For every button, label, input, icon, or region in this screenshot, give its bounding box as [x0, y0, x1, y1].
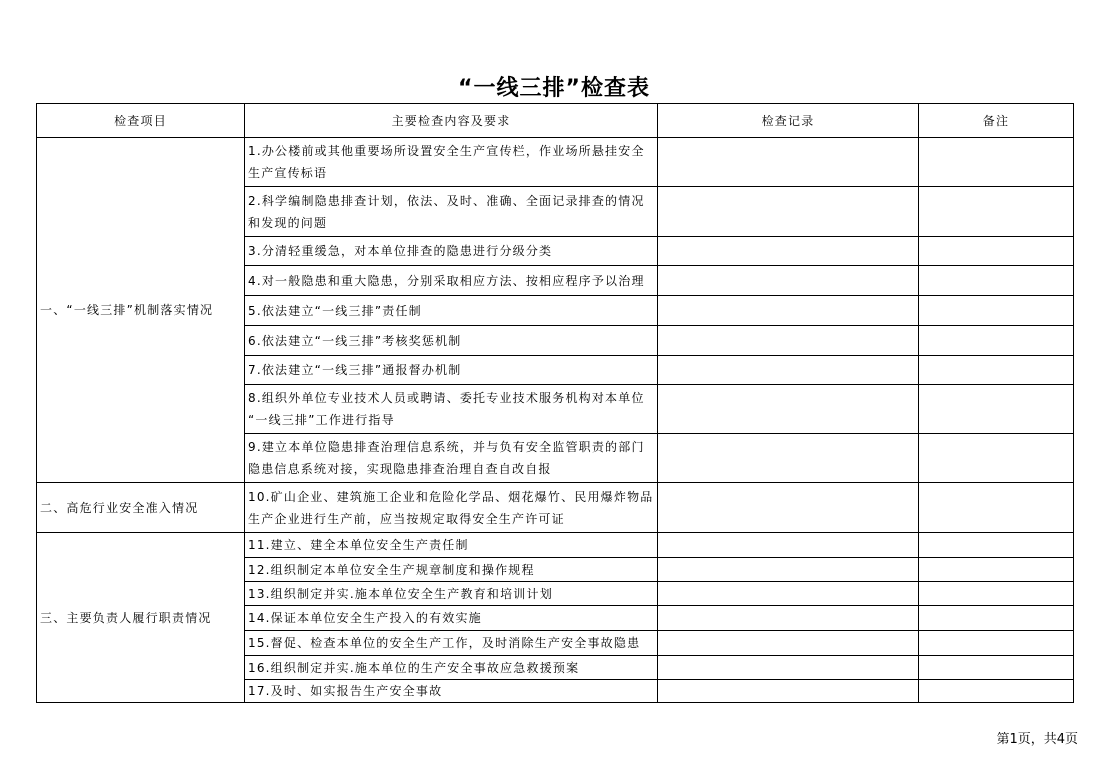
record-cell [658, 533, 919, 558]
record-cell [658, 356, 919, 385]
page-footer: 第1页，共4页 [996, 732, 1078, 747]
check-item-text: 2.科学编制隐患排查计划，依法、及时、准确、全面记录排查的情况 和发现的问题 [245, 187, 658, 237]
check-item-text: 16.组织制定并实.施本单位的生产安全事故应急救援预案 [245, 656, 658, 680]
table-row [37, 533, 1074, 558]
remark-cell [919, 434, 1074, 483]
remark-cell [919, 680, 1074, 703]
record-cell [658, 296, 919, 326]
header-cell-content: 主要检查内容及要求 [245, 104, 658, 138]
record-cell [658, 582, 919, 606]
record-cell [658, 266, 919, 296]
remark-cell [919, 656, 1074, 680]
table-row [37, 483, 1074, 533]
remark-cell [919, 631, 1074, 656]
record-cell [658, 483, 919, 533]
record-cell [658, 558, 919, 582]
check-item-text: 5.依法建立“一线三排”责任制 [245, 296, 658, 326]
page-title: “一线三排”检查表 [458, 76, 650, 101]
check-item-text: 14.保证本单位安全生产投入的有效实施 [245, 606, 658, 631]
remark-cell [919, 266, 1074, 296]
record-cell [658, 187, 919, 237]
remark-cell [919, 483, 1074, 533]
check-item-text: 15.督促、检查本单位的安全生产工作，及时消除生产安全事故隐患 [245, 631, 658, 656]
table-header-row [37, 104, 1074, 138]
check-item-text: 11.建立、建全本单位安全生产责任制 [245, 533, 658, 558]
remark-cell [919, 582, 1074, 606]
record-cell [658, 606, 919, 631]
record-cell [658, 680, 919, 703]
record-cell [658, 385, 919, 434]
remark-cell [919, 606, 1074, 631]
header-cell-record: 检查记录 [658, 104, 919, 138]
remark-cell [919, 237, 1074, 266]
header-cell-item: 检查项目 [37, 104, 245, 138]
record-cell [658, 237, 919, 266]
remark-cell [919, 326, 1074, 356]
check-item-text: 10.矿山企业、建筑施工企业和危险化学品、烟花爆竹、民用爆炸物品 生产企业进行生产前，应当按规定取得安全生产许可证 [245, 483, 658, 533]
check-item-text: 1.办公楼前或其他重要场所设置安全生产宣传栏，作业场所悬挂安全 生产宣传标语 [245, 138, 658, 187]
record-cell [658, 326, 919, 356]
remark-cell [919, 533, 1074, 558]
check-item-text: 12.组织制定本单位安全生产规章制度和操作规程 [245, 558, 658, 582]
check-item-text: 3.分清轻重缓急，对本单位排查的隐患进行分级分类 [245, 237, 658, 266]
remark-cell [919, 296, 1074, 326]
remark-cell [919, 356, 1074, 385]
table-row [37, 138, 1074, 187]
remark-cell [919, 385, 1074, 434]
record-cell [658, 138, 919, 187]
check-item-text: 17.及时、如实报告生产安全事故 [245, 680, 658, 703]
remark-cell [919, 187, 1074, 237]
record-cell [658, 631, 919, 656]
check-item-text: 4.对一般隐患和重大隐患，分别采取相应方法、按相应程序予以治理 [245, 266, 658, 296]
check-item-text: 13.组织制定并实.施本单位安全生产教育和培训计划 [245, 582, 658, 606]
check-item-text: 8.组织外单位专业技术人员或聘请、委托专业技术服务机构对本单位 “一线三排”工作进行指导 [245, 385, 658, 434]
remark-cell [919, 138, 1074, 187]
section-label: 三、主要负责人履行职责情况 [37, 533, 245, 703]
check-item-text: 6.依法建立“一线三排”考核奖惩机制 [245, 326, 658, 356]
record-cell [658, 434, 919, 483]
record-cell [658, 656, 919, 680]
checklist-table [36, 103, 1074, 703]
check-item-text: 7.依法建立“一线三排”通报督办机制 [245, 356, 658, 385]
remark-cell [919, 558, 1074, 582]
section-label: 二、高危行业安全准入情况 [37, 483, 245, 533]
section-label: 一、“一线三排”机制落实情况 [37, 138, 245, 483]
check-item-text: 9.建立本单位隐患排查治理信息系统，并与负有安全监管职责的部门 隐患信息系统对接，实现隐患排查治理自查自改自报 [245, 434, 658, 483]
header-cell-remark: 备注 [919, 104, 1074, 138]
